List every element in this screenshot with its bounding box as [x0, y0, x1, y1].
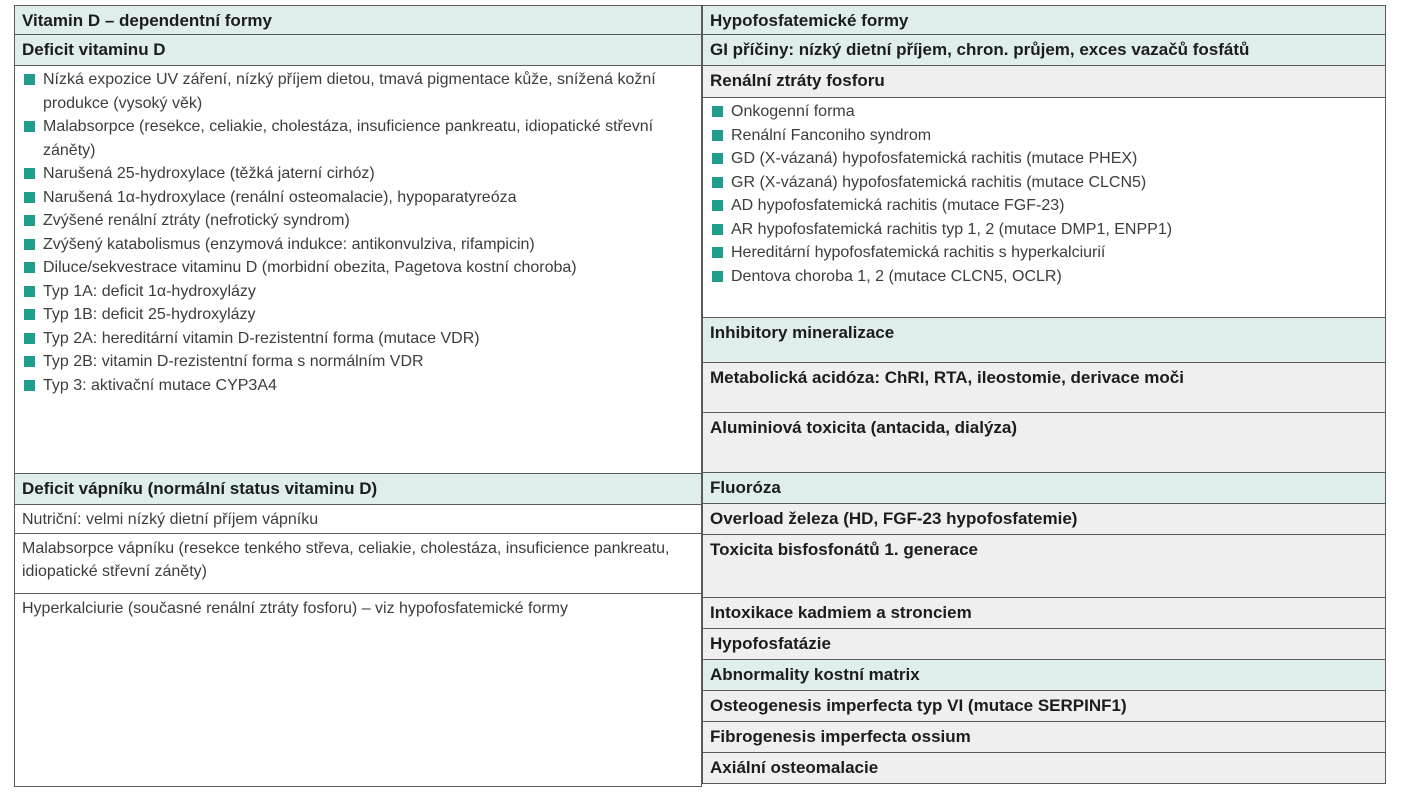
bullet-square-icon: [712, 247, 723, 258]
list-item-text: Typ 1A: deficit 1α-hydroxylázy: [43, 282, 256, 300]
list-item: [710, 171, 1378, 195]
right-column: [702, 6, 1386, 784]
bullet-square-icon: [24, 168, 35, 179]
list-item-text: Typ 3: aktivační mutace CYP3A4: [43, 376, 277, 394]
list-item-text: AD hypofosfatemická rachitis (mutace FGF-23): [731, 197, 1065, 214]
bullet-square-icon: [712, 224, 723, 235]
row-bisfosfonaty: Toxicita bisfosfonátů 1. generace: [702, 534, 1386, 598]
list-item: [22, 327, 694, 351]
list-item: [710, 194, 1378, 218]
list-item-text: AR hypofosfatemická rachitis typ 1, 2 (mutace DMP1, ENPP1): [731, 220, 1173, 238]
bullet-square-icon: [712, 177, 723, 188]
renalni-list-cell: [702, 97, 1386, 318]
bullet-square-icon: [24, 380, 35, 391]
list-item: [710, 124, 1378, 148]
bullet-square-icon: [24, 192, 35, 203]
list-item: [22, 186, 694, 210]
list-item-text: Zvýšený katabolismus (enzymová indukce: antikonvulziva, rifampicin): [43, 235, 535, 253]
list-item: [710, 265, 1378, 289]
list-item: [710, 218, 1378, 242]
list-item-text: Typ 2A: hereditární vitamin D-rezistentní forma (mutace VDR): [43, 329, 480, 347]
section-deficit-vitaminu-d: Deficit vitaminu D: [14, 34, 702, 66]
list-item-text: GR (X-vázaná) hypofosfatemická rachitis (mutace CLCN5): [731, 173, 1147, 191]
renalni-list: [703, 98, 1385, 290]
list-item: [22, 233, 694, 257]
list-item-text: Onkogenní forma: [731, 103, 855, 120]
list-item-text: Zvýšené renální ztráty (nefrotický syndrom): [43, 212, 350, 229]
bullet-square-icon: [24, 286, 35, 297]
row-hyperkalciurie: Hyperkalciurie (současné renální ztráty fosforu) – viz hypofosfatemické formy: [14, 593, 702, 787]
list-item: [22, 256, 694, 280]
bullet-square-icon: [24, 333, 35, 344]
section-fluoroza: Fluoróza: [702, 472, 1386, 504]
list-item: [710, 147, 1378, 171]
row-malabsorpce-vapniku: Malabsorpce vápníku (resekce tenkého střeva, celiakie, cholestáza, insuficience pankreatu, idiopatické střevní záněty): [14, 533, 702, 594]
section-deficit-vapniku: Deficit vápníku (normální status vitaminu D): [14, 473, 702, 505]
list-item: [710, 241, 1378, 265]
list-item-text: Renální Fanconiho syndrom: [731, 126, 932, 144]
list-item: [710, 100, 1378, 124]
bullet-square-icon: [24, 239, 35, 250]
list-item: [22, 68, 694, 115]
deficit-d-list: [15, 66, 701, 399]
row-hypofosfatazie: Hypofosfatázie: [702, 628, 1386, 660]
list-item: [22, 162, 694, 186]
row-axialni: Axiální osteomalacie: [702, 752, 1386, 784]
row-acidoza: Metabolická acidóza: ChRI, RTA, ileostomie, derivace moči: [702, 362, 1386, 413]
bullet-square-icon: [712, 106, 723, 117]
row-kadmium: Intoxikace kadmiem a stronciem: [702, 597, 1386, 629]
section-gi-priciny: GI příčiny: nízký dietní příjem, chron. průjem, exces vazačů fosfátů: [702, 34, 1386, 66]
list-item: [22, 374, 694, 398]
list-item-text: Hereditární hypofosfatemická rachitis s hyperkalciurií: [731, 244, 1106, 261]
row-overload: Overload železa (HD, FGF-23 hypofosfatemie): [702, 503, 1386, 535]
list-item-text: Narušená 1α-hydroxylace (renální osteomalacie), hypoparatyreóza: [43, 188, 517, 206]
list-item-text: Nízká expozice UV záření, nízký příjem dietou, tmavá pigmentace kůže, snížená kožní produkce (vysoký věk): [43, 71, 656, 112]
right-header: Hypofosfatemické formy: [702, 5, 1386, 35]
bullet-square-icon: [24, 74, 35, 85]
deficit-d-list-cell: [14, 65, 702, 474]
bullet-square-icon: [24, 121, 35, 132]
list-item-text: Diluce/sekvestrace vitaminu D (morbidní obezita, Pagetova kostní choroba): [43, 259, 577, 276]
section-abnormality-matrix: Abnormality kostní matrix: [702, 659, 1386, 691]
left-header: Vitamin D – dependentní formy: [14, 5, 702, 35]
list-item: [22, 115, 694, 162]
row-fibrogenesis: Fibrogenesis imperfecta ossium: [702, 721, 1386, 753]
list-item-text: Malabsorpce (resekce, celiakie, cholestáza, insuficience pankreatu, idiopatické střevní záněty): [43, 118, 654, 159]
list-item: [22, 350, 694, 374]
list-item-text: Typ 2B: vitamin D-rezistentní forma s normálním VDR: [43, 353, 424, 370]
list-item-text: GD (X-vázaná) hypofosfatemická rachitis (mutace PHEX): [731, 150, 1138, 167]
section-inhibitory: Inhibitory mineralizace: [702, 317, 1386, 363]
bullet-square-icon: [712, 153, 723, 164]
list-item-text: Dentova choroba 1, 2 (mutace CLCN5, OCLR): [731, 267, 1062, 285]
left-column: [14, 6, 702, 787]
bullet-square-icon: [24, 262, 35, 273]
section-renalni-ztraty: Renální ztráty fosforu: [702, 65, 1386, 98]
row-nutricni: Nutriční: velmi nízký dietní příjem vápníku: [14, 504, 702, 534]
bullet-square-icon: [24, 356, 35, 367]
list-item-text: Narušená 25-hydroxylace (těžká jaterní cirhóz): [43, 165, 375, 182]
list-item: [22, 280, 694, 304]
bullet-square-icon: [24, 309, 35, 320]
bullet-square-icon: [712, 130, 723, 141]
bullet-square-icon: [712, 271, 723, 282]
bullet-square-icon: [24, 215, 35, 226]
list-item-text: Typ 1B: deficit 25-hydroxylázy: [43, 306, 256, 323]
row-osteogenesis: Osteogenesis imperfecta typ VI (mutace SERPINF1): [702, 690, 1386, 722]
row-aluminium: Aluminiová toxicita (antacida, dialýza): [702, 412, 1386, 473]
bullet-square-icon: [712, 200, 723, 211]
list-item: [22, 303, 694, 327]
list-item: [22, 209, 694, 233]
